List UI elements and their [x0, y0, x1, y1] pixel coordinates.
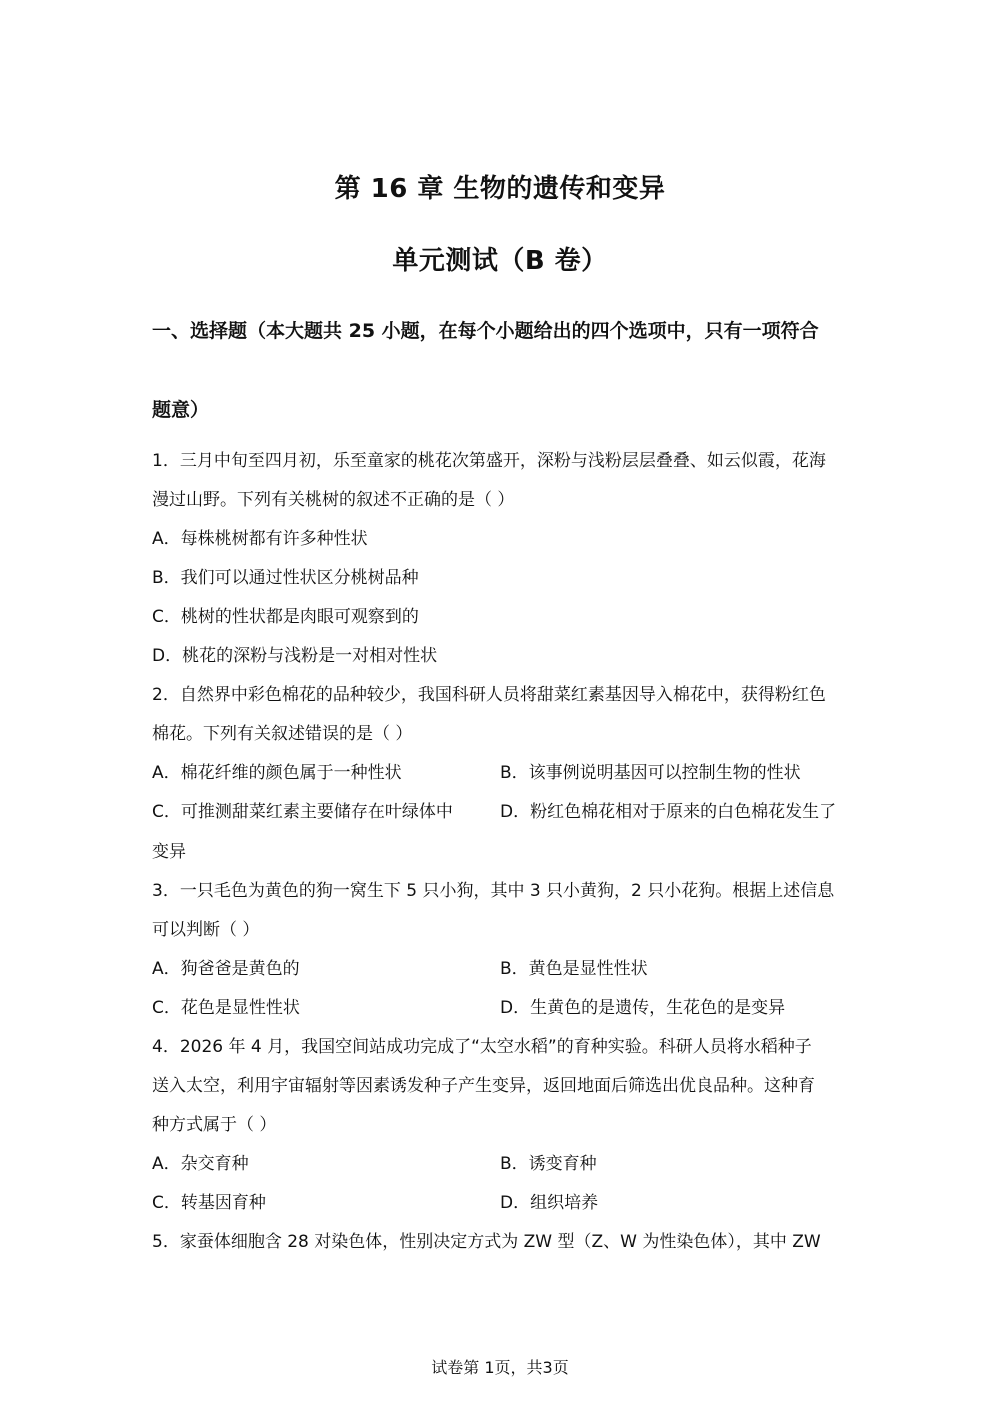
question-5-stem-line1: 5．家蚕体细胞含 28 对染色体，性别决定方式为 ZW 型（Z、W 为性染色体），其中 ZW — [152, 1232, 821, 1252]
question-1-stem-line1: 1．三月中旬至四月初，乐至童家的桃花次第盛开，深粉与浅粉层层叠叠、如云似霞，花海 — [152, 451, 826, 471]
page-footer: 试卷第 1页，共3页 — [431, 1358, 569, 1377]
test-subtitle: 单元测试（B 卷） — [392, 246, 608, 276]
question-2-stem-line1: 2．自然界中彩色棉花的品种较少，我国科研人员将甜菜红素基因导入棉花中，获得粉红色 — [152, 685, 826, 705]
question-3-option-d: D．生黄色的是遗传，生花色的是变异 — [500, 998, 786, 1018]
question-4-option-a: A．杂交育种 — [152, 1154, 249, 1174]
question-1-option-d: D．桃花的深粉与浅粉是一对相对性状 — [152, 646, 438, 666]
question-4-option-c: C．转基因育种 — [152, 1193, 266, 1213]
chapter-title: 第 16 章 生物的遗传和变异 — [334, 174, 666, 204]
question-2-option-d-tail: 变异 — [152, 842, 186, 862]
question-4-stem-line1: 4．2026 年 4 月，我国空间站成功完成了“太空水稻”的育种实验。科研人员将水稻种子 — [152, 1037, 812, 1057]
question-2-option-d: D．粉红色棉花相对于原来的白色棉花发生了 — [500, 802, 837, 822]
question-2-option-a: A．棉花纤维的颜色属于一种性状 — [152, 763, 402, 783]
question-4-stem-line2: 送入太空，利用宇宙辐射等因素诱发种子产生变异，返回地面后筛选出优良品种。这种育 — [152, 1076, 815, 1096]
question-1-option-a: A．每株桃树都有许多种性状 — [152, 529, 368, 549]
question-2-option-c: C．可推测甜菜红素主要储存在叶绿体中 — [152, 802, 453, 822]
question-3-option-c: C．花色是显性性状 — [152, 998, 300, 1018]
question-2-stem-line2: 棉花。下列有关叙述错误的是（ ） — [152, 724, 413, 744]
question-1-option-c: C．桃树的性状都是肉眼可观察到的 — [152, 607, 419, 627]
section-heading-line1: 一、选择题（本大题共 25 小题，在每个小题给出的四个选项中，只有一项符合 — [152, 320, 819, 342]
question-3-option-a: A．狗爸爸是黄色的 — [152, 959, 300, 979]
question-3-stem-line2: 可以判断（ ） — [152, 920, 260, 940]
question-2-option-b: B．该事例说明基因可以控制生物的性状 — [500, 763, 801, 783]
question-4-option-b: B．诱变育种 — [500, 1154, 597, 1174]
question-3-stem-line1: 3．一只毛色为黄色的狗一窝生下 5 只小狗，其中 3 只小黄狗，2 只小花狗。根据上述信息 — [152, 881, 835, 901]
section-heading-line2: 题意） — [152, 399, 210, 421]
question-4-stem-line3: 种方式属于（ ） — [152, 1115, 277, 1135]
question-1-option-b: B．我们可以通过性状区分桃树品种 — [152, 568, 419, 588]
question-3-option-b: B．黄色是显性性状 — [500, 959, 648, 979]
question-1-stem-line2: 漫过山野。下列有关桃树的叙述不正确的是（ ） — [152, 490, 515, 510]
question-4-option-d: D．组织培养 — [500, 1193, 599, 1213]
